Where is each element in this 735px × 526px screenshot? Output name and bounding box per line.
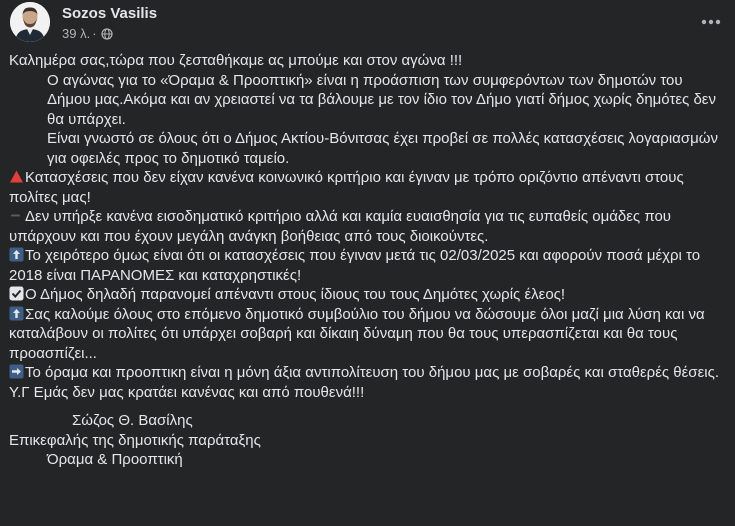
paragraph-text: Κατασχέσεις που δεν είχαν κανένα κοινωνικό κριτήριο και έγιναν με τρόπο οριζόντιο απέναντι στους πολίτες μας! xyxy=(9,169,684,206)
check-box-icon xyxy=(9,286,24,301)
post-paragraph: Καλημέρα σας,τώρα που ζεσταθήκαμε ας μπούμε και στον αγώνα !!! xyxy=(9,52,463,69)
avatar-photo xyxy=(10,2,50,42)
signature-role: Επικεφαλής της δημοτικής παράταξης xyxy=(9,431,261,449)
more-options-icon xyxy=(701,19,721,25)
dash-icon xyxy=(9,208,24,223)
up-arrow-icon xyxy=(9,306,24,321)
paragraph-text: Ο Δήμος δηλαδή παρανομεί απέναντι στους ίδιους του τους Δημότες χωρίς έλεος! xyxy=(25,286,566,303)
red-triangle-icon xyxy=(9,169,24,184)
spacer xyxy=(9,402,727,411)
post-time[interactable]: 39 λ. xyxy=(62,26,91,41)
post-body xyxy=(9,51,727,470)
post-paragraph: Υ.Γ Εμάς δεν μας κρατάει κανένας και από πουθενά!!! xyxy=(9,383,365,401)
meta-separator: · xyxy=(92,26,97,41)
post-header xyxy=(10,2,725,46)
post-paragraph: Είναι γνωστό σε όλους ότι ο Δήμος Ακτίου-Βόνιτσας έχει προβεί σε πολλές κατασχέσεις λογαριασμών για οφειλές προς το δημοτικό ταμείο. xyxy=(47,130,718,167)
post-paragraph xyxy=(9,207,727,246)
post-paragraph xyxy=(9,305,727,364)
author-name[interactable]: Sozos Vasilis xyxy=(62,5,158,22)
post-paragraph: Ο αγώνας για το «Όραμα & Προοπτική» είναι η προάσπιση των συμφερόντων των δημοτών του Δήμου μας.Ακόμα και αν χρειαστεί να τα βάλουμε με τον ίδιο τον Δήμο γιατί δήμος χωρίς δημότες δεν θα υπάρχει. xyxy=(47,71,716,128)
post-paragraph xyxy=(9,246,727,285)
paragraph-text: Το όραμα και προοπτικη είναι η μόνη άξια αντιπολίτευση του δήμου μας με σοβαρές και σταθερές θέσεις. xyxy=(25,364,719,381)
signature-party: Όραμα & Προοπτική xyxy=(47,451,183,468)
up-arrow-icon xyxy=(9,247,24,262)
paragraph-text: Το χειρότερο όμως είναι ότι οι κατασχέσεις που έγιναν μετά τις 02/03/2025 και αφορούν ποσά μέχρι το 2018 είναι ΠΑΡΑΝΟΜΕΣ και καταχρηστικές! xyxy=(9,247,701,284)
right-arrow-icon xyxy=(9,364,24,379)
signature-name: Σώζος Θ. Βασίλης xyxy=(72,412,193,429)
post-paragraph xyxy=(9,285,727,305)
paragraph-text: Σας καλούμε όλους στο επόμενο δημοτικό συμβούλιο του δήμου να δώσουμε όλοι μαζί μια λύση και να καταλάβουν οι πολίτες ότι υπάρχει σοβαρή και δίκαιη δύναμη που θα τους υπερασπίζεται και θα τους προασπίζει... xyxy=(9,305,705,362)
more-options-button[interactable] xyxy=(699,10,723,34)
paragraph-text: Δεν υπήρξε κανένα εισοδηματικό κριτήριο αλλά και καμία ευαισθησία για τις ευπαθείς ομάδες που υπάρχουν και που έχουν μεγάλη ανάγκη βοήθειας από τους διοικούντες. xyxy=(9,208,672,245)
globe-icon[interactable] xyxy=(101,28,113,40)
post-paragraph xyxy=(9,363,727,383)
post-meta xyxy=(62,26,113,41)
avatar[interactable] xyxy=(10,2,50,42)
post-paragraph xyxy=(9,168,727,207)
